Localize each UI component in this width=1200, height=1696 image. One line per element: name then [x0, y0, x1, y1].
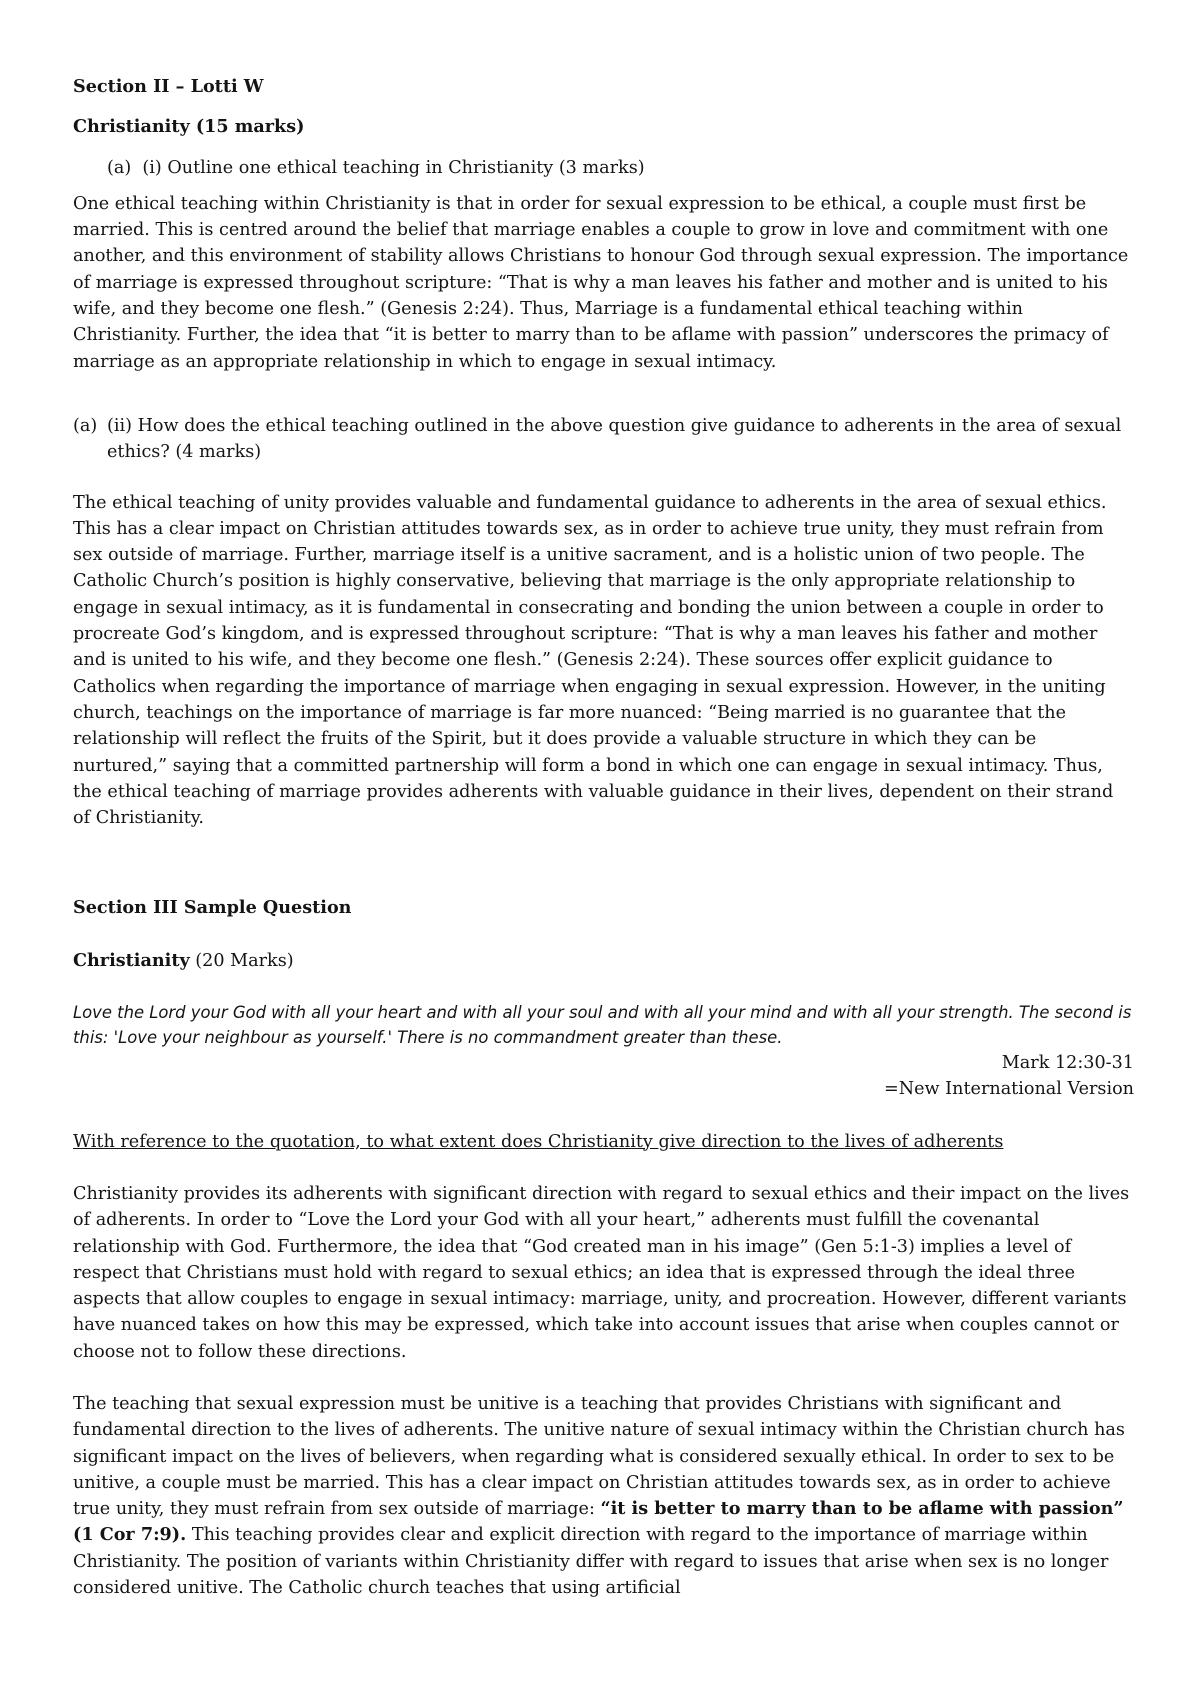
- spacer: [73, 831, 1134, 883]
- spacer: [73, 375, 1134, 401]
- spacer: [73, 1103, 1134, 1129]
- paragraph-2-start: The teaching that sexual expression must be unitive is a teaching that provides Christians with significant and fundamental direction to the lives of adherents. The unitive nature of sexual intimacy within the Christian church has significant impact on the lives of believers, when regarding what is considered sexually ethical. In order to sex to be unitive, a couple must be married. This has a clear impact on Christian attitudes towards sex, as in order to achieve true unity, they must refrain from sex outside of marriage:: [73, 1393, 1125, 1520]
- question-2: [73, 413, 1134, 466]
- question-1: [107, 155, 1134, 181]
- subject-marks: (20 Marks): [189, 950, 294, 971]
- subject-name: Christianity: [73, 949, 190, 971]
- spacer: [73, 401, 1134, 413]
- quotation-reference: Mark 12:30-31: [1001, 1053, 1134, 1074]
- essay-question: With reference to the quotation, to what extent does Christianity give direction to the lives of adherents: [73, 1131, 1004, 1152]
- section-2-heading: Section II – Lotti W: [73, 76, 264, 97]
- essay-paragraph-1: Christianity provides its adherents with significant direction with regard to sexual ethics and their impact on the lives of adherents. In order to “Love the Lord your God with all your heart,” adherents must fulfill the covenantal relationship with God. Furthermore, the idea that “God created man in his image” (Gen 5:1-3) implies a level of respect that Christians must hold with regard to sexual ethics; an idea that is expressed through the ideal three aspects that allow couples to engage in sexual intimacy: marriage, unity, and procreation. However, different variants have nuanced takes on how this may be expressed, which take into account issues that arise when couples cannot or choose not to follow these directions.: [73, 1183, 1130, 1362]
- question-2-text: (ii) How does the ethical teaching outlined in the above question give guidance to adherents in the area of sexual ethics? (4 marks): [107, 415, 1122, 463]
- spacer: [73, 883, 1134, 895]
- subject-marks: (15 marks): [189, 116, 305, 138]
- question-2-label: (a): [73, 415, 98, 436]
- essay-paragraph-2: [73, 1391, 1134, 1601]
- spacer: [73, 466, 1134, 478]
- section-3-subject: [73, 948, 1134, 974]
- spacer: [73, 936, 1134, 948]
- section-3-heading: Section III Sample Question: [73, 897, 352, 919]
- quotation-version: =New International Version: [883, 1079, 1134, 1100]
- question-1-label: (a): [107, 157, 132, 178]
- paragraph-2-bold-quote: “it is better to marry than to be aflame with passion” (1 Cor 7:9).: [73, 1498, 1124, 1546]
- answer-1: One ethical teaching within Christianity is that in order for sexual expression to be ethical, a couple must first be married. This is centred around the belief that marriage enables a couple to grow in love and commitment with one another, and this environment of stability allows Christians to honour God through sexual expression. The importance of marriage is expressed throughout scripture: “That is why a man leaves his father and mother and is united to his wife, and they become one flesh.” (Genesis 2:24). Thus, Marriage is a fundamental ethical teaching within Christianity. Further, the idea that “it is better to marry than to be aflame with passion” underscores the primacy of marriage as an appropriate relationship in which to engage in sexual intimacy.: [73, 193, 1129, 372]
- section-2-subject: [73, 114, 1134, 140]
- quotation: Love the Lord your God with all your heart and with all your soul and with all your mind and with all your strength. The second is this: 'Love your neighbour as yourself.' There is no commandment greater than these.: [73, 1003, 1132, 1048]
- spacer: [73, 478, 1134, 490]
- spacer: [73, 1365, 1134, 1391]
- question-1-text: (i) Outline one ethical teaching in Christianity (3 marks): [142, 157, 645, 178]
- subject-name: Christianity: [73, 116, 190, 138]
- answer-2: The ethical teaching of unity provides valuable and fundamental guidance to adherents in the area of sexual ethics. This has a clear impact on Christian attitudes towards sex, as in order to achieve true unity, they must refrain from sex outside of marriage. Further, marriage itself is a unitive sacrament, and is a holistic union of two people. The Catholic Church’s position is highly conservative, believing that marriage is the only appropriate relationship to engage in sexual intimacy, as it is fundamental in consecrating and bonding the union between a couple in order to procreate God’s kingdom, and is expressed throughout scripture: “That is why a man leaves his father and mother and is united to his wife, and they become one flesh.” (Genesis 2:24). These sources offer explicit guidance to Catholics when regarding the importance of marriage when engaging in sexual expression. However, in the uniting church, teachings on the importance of marriage is far more nuanced: “Being married is no guarantee that the relationship will reflect the fruits of the Spirit, but it does provide a valuable structure in which they can be nurtured,” saying that a committed partnership will form a bond in which one can engage in sexual intimacy. Thus, the ethical teaching of marriage provides adherents with valuable guidance in their lives, dependent on their strand of Christianity.: [73, 492, 1114, 829]
- spacer: [73, 1155, 1134, 1181]
- spacer: [73, 988, 1134, 1000]
- paragraph-2-end: This teaching provides clear and explicit direction with regard to the importance of marriage within Christianity. The position of variants within Christianity differ with regard to issues that arise when sex is no longer considered unitive. The Catholic church teaches that using artificial: [73, 1525, 1109, 1599]
